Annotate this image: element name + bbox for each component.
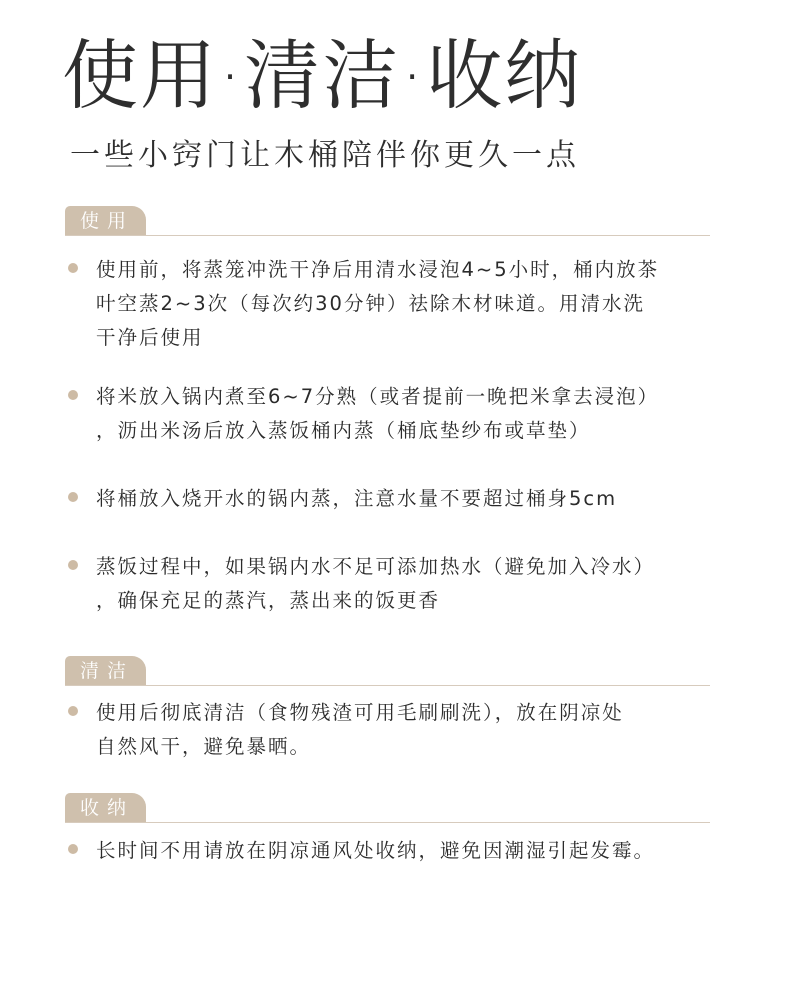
text-line: 干净后使用 [96,326,204,349]
text-line: 将桶放入烧开水的锅内蒸，注意水量不要超过桶身5cm [96,487,618,510]
text-line: ，沥出米汤后放入蒸饭桶内蒸（桶底垫纱布或草垫） [96,419,591,442]
section-header-storage [65,793,710,823]
page-subtitle: 一些小窍门让木桶陪伴你更久一点 [70,138,580,173]
bullet-icon [68,706,78,716]
text-line: 自然风干，避免暴晒。 [96,735,312,758]
section-header-clean [65,656,710,686]
list-item-text [96,380,756,448]
bullet-icon [68,560,78,570]
list-item-text [96,696,756,764]
bullet-icon [68,390,78,400]
section-divider [65,235,710,236]
section-divider [65,685,710,686]
bullet-icon [68,492,78,502]
section-divider [65,822,710,823]
section-tag-storage: 收纳 [65,793,146,823]
list-item-text [96,550,756,618]
text-line: 使用后彻底清洁（食物残渣可用毛刷刷洗），放在阴凉处 [96,701,624,724]
section-tag-use: 使用 [65,206,146,236]
list-item-text [96,834,756,868]
text-line: ，确保充足的蒸汽，蒸出来的饭更香 [96,589,441,612]
section-tag-clean: 清洁 [65,656,146,686]
text-line: 蒸饭过程中，如果锅内水不足可添加热水（避免加入冷水） [96,555,656,578]
bullet-icon [68,263,78,273]
bullet-icon [68,844,78,854]
text-line: 叶空蒸2~3次（每次约30分钟）祛除木材味道。用清水洗 [96,292,645,315]
text-line: 长时间不用请放在阴凉通风处收纳，避免因潮湿引起发霉。 [96,839,656,862]
list-item-text [96,253,756,355]
text-line: 将米放入锅内煮至6~7分熟（或者提前一晚把米拿去浸泡） [96,385,660,408]
page-title: 使用·清洁·收纳 [62,31,583,120]
text-line: 使用前，将蒸笼冲洗干净后用清水浸泡4~5小时，桶内放茶 [96,258,660,281]
list-item-text [96,482,756,516]
section-header-use [65,206,710,236]
